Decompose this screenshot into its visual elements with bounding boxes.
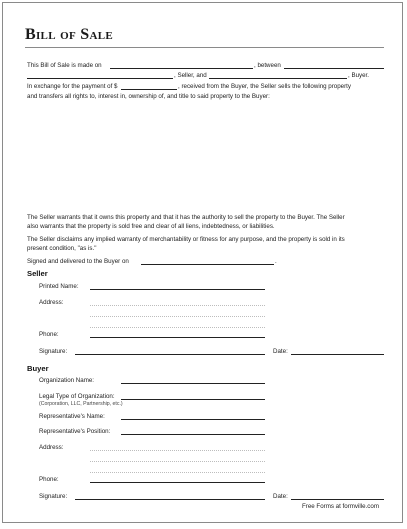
buyer-address-line-2[interactable] [90, 461, 265, 462]
buyer-org-name-label: Organization Name: [39, 377, 95, 384]
buyer-rep-position-label: Representative's Position: [39, 428, 111, 435]
buyer-signature-label: Signature: [39, 493, 68, 500]
para3-line1-text: The Seller disclaims any implied warranty of merchantability or fitness for any purpose, and the property is sold in its [27, 236, 345, 243]
seller-heading: Seller [27, 269, 48, 278]
buyer-legal-type-label: Legal Type of Organization: [39, 393, 115, 400]
para1-line2-text-a: , Seller, and [174, 72, 207, 79]
seller-address-line-3[interactable] [90, 327, 265, 328]
seller-name-field-a[interactable] [284, 68, 384, 69]
seller-printed-name-label: Printed Name: [39, 283, 79, 290]
bill-of-sale-page [2, 2, 403, 523]
delivered-trailing: . [275, 258, 277, 265]
buyer-address-line-3[interactable] [90, 472, 265, 473]
buyer-legal-type-field[interactable] [121, 399, 265, 400]
property-description-area[interactable] [27, 103, 384, 209]
delivery-date-field[interactable] [141, 264, 274, 265]
buyer-rep-name-label: Representative's Name: [39, 413, 105, 420]
buyer-date-field[interactable] [291, 499, 384, 500]
para2-line2-text: also warrants that the property is sold free and clear of all liens, indebtedness, or liabilities. [27, 223, 275, 230]
seller-address-label: Address: [39, 299, 64, 306]
buyer-phone-field[interactable] [90, 482, 265, 483]
footer-source-text: Free Forms at formville.com [301, 503, 379, 510]
seller-name-field-b[interactable] [27, 78, 173, 79]
seller-signature-label: Signature: [39, 348, 68, 355]
buyer-address-label: Address: [39, 444, 64, 451]
seller-date-label: Date: [273, 348, 288, 355]
seller-phone-label: Phone: [39, 331, 59, 338]
para1-line3-text-b: , received from the Buyer, the Seller sells the following property [178, 83, 351, 90]
buyer-name-field[interactable] [209, 78, 347, 79]
seller-signature-field[interactable] [75, 354, 265, 355]
seller-address-line-1[interactable] [90, 305, 265, 306]
buyer-org-name-field[interactable] [121, 383, 265, 384]
seller-phone-field[interactable] [90, 337, 265, 338]
para1-line1-text-b: , between [254, 62, 281, 69]
payment-amount-field[interactable] [121, 89, 177, 90]
sale-date-field[interactable] [110, 68, 253, 69]
buyer-rep-name-field[interactable] [121, 419, 265, 420]
para1-line1-text-a: This Bill of Sale is made on [27, 62, 102, 69]
para3-line2-text: present condition, "as is." [27, 245, 97, 252]
buyer-date-label: Date: [273, 493, 288, 500]
delivered-label: Signed and delivered to the Buyer on [27, 258, 129, 265]
para1-line2-text-b: , Buyer. [348, 72, 369, 79]
seller-date-field[interactable] [291, 354, 384, 355]
buyer-heading: Buyer [27, 364, 49, 373]
para2-line1-text: The Seller warrants that it owns this property and that it has the authority to sell the property to the Buyer. The Seller [27, 214, 345, 221]
buyer-rep-position-field[interactable] [121, 434, 265, 435]
para1-line4-text: and transfers all rights to, interest in, ownership of, and title to said property to the Buyer: [27, 93, 270, 100]
seller-printed-name-field[interactable] [90, 289, 265, 290]
buyer-phone-label: Phone: [39, 476, 59, 483]
document-title: Bill of Sale [25, 26, 114, 43]
title-divider [25, 47, 384, 48]
para1-line3-text-a: In exchange for the payment of $ [27, 83, 118, 90]
seller-address-line-2[interactable] [90, 316, 265, 317]
buyer-address-line-1[interactable] [90, 450, 265, 451]
buyer-signature-field[interactable] [75, 499, 265, 500]
buyer-legal-type-hint: (Corporation, LLC, Partnership, etc.) [39, 401, 123, 407]
